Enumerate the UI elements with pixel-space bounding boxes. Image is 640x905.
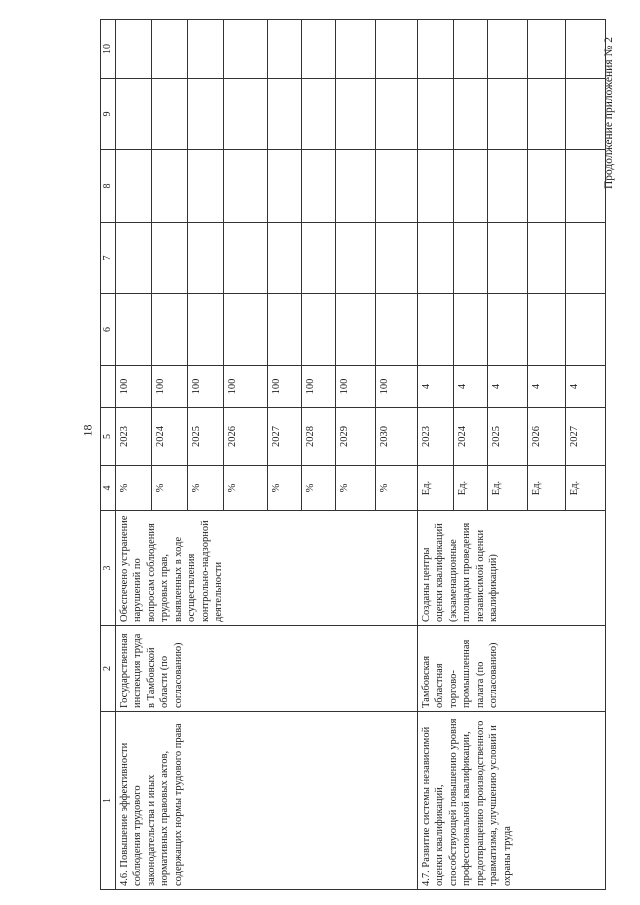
empty-cell bbox=[116, 294, 152, 366]
unit-cell: Ед. bbox=[418, 466, 454, 511]
empty-cell bbox=[188, 223, 224, 294]
unit-cell: % bbox=[336, 466, 376, 511]
unit-cell: % bbox=[152, 466, 188, 511]
empty-cell bbox=[268, 150, 302, 223]
rotated-table-wrapper bbox=[100, 20, 605, 890]
year-cell: 2023 bbox=[116, 408, 152, 466]
empty-cell bbox=[488, 294, 528, 366]
value-cell: 4 bbox=[566, 366, 606, 408]
measure-4-6: 4.6. Повышение эффективности соблюдения трудового законодательства и иных нормативных правовых актов, содержащих нормы трудового права bbox=[116, 712, 418, 890]
year-cell: 2025 bbox=[188, 408, 224, 466]
empty-cell bbox=[454, 294, 488, 366]
executor-4-6: Государственная инспекция труда в Тамбовской области (по согласованию) bbox=[116, 626, 418, 712]
table-row bbox=[116, 20, 152, 890]
empty-cell bbox=[302, 294, 336, 366]
empty-cell bbox=[224, 294, 268, 366]
empty-cell bbox=[418, 294, 454, 366]
empty-cell bbox=[418, 20, 454, 79]
value-cell: 4 bbox=[418, 366, 454, 408]
empty-cell bbox=[188, 20, 224, 79]
empty-cell bbox=[336, 150, 376, 223]
empty-cell bbox=[116, 79, 152, 150]
empty-cell bbox=[528, 79, 566, 150]
empty-cell bbox=[116, 20, 152, 79]
empty-cell bbox=[566, 223, 606, 294]
empty-cell bbox=[224, 20, 268, 79]
value-cell: 4 bbox=[454, 366, 488, 408]
col-3-header: 3 bbox=[101, 511, 116, 626]
empty-cell bbox=[566, 294, 606, 366]
empty-cell bbox=[302, 150, 336, 223]
year-cell: 2026 bbox=[224, 408, 268, 466]
empty-cell bbox=[528, 20, 566, 79]
result-4-6: Обеспечено устранение нарушений по вопросам соблюдения трудовых прав, выявленных в ходе осуществления контрольно-надзорной деятельности bbox=[116, 511, 418, 626]
year-cell: 2027 bbox=[566, 408, 606, 466]
empty-cell bbox=[418, 223, 454, 294]
empty-cell bbox=[188, 294, 224, 366]
year-cell: 2024 bbox=[454, 408, 488, 466]
empty-cell bbox=[336, 20, 376, 79]
unit-cell: % bbox=[376, 466, 418, 511]
empty-cell bbox=[302, 79, 336, 150]
empty-cell bbox=[376, 150, 418, 223]
col-2-header: 2 bbox=[101, 626, 116, 712]
empty-cell bbox=[224, 223, 268, 294]
table-row bbox=[418, 20, 454, 890]
value-cell: 100 bbox=[188, 366, 224, 408]
empty-cell bbox=[454, 223, 488, 294]
value-cell: 100 bbox=[302, 366, 336, 408]
empty-cell bbox=[302, 20, 336, 79]
empty-cell bbox=[376, 20, 418, 79]
value-cell: 100 bbox=[268, 366, 302, 408]
col-8-header: 8 bbox=[101, 150, 116, 223]
measure-4-7: 4.7. Развитие системы независимой оценки квалификаций, способствующей повышению уровня профессиональной квалификации, предотвращению производственного травматизма, улучшению условий и охраны труда bbox=[418, 712, 606, 890]
empty-cell bbox=[188, 150, 224, 223]
unit-cell: % bbox=[188, 466, 224, 511]
empty-cell bbox=[488, 79, 528, 150]
value-cell: 4 bbox=[528, 366, 566, 408]
empty-cell bbox=[268, 294, 302, 366]
empty-cell bbox=[188, 79, 224, 150]
empty-cell bbox=[566, 150, 606, 223]
empty-cell bbox=[376, 294, 418, 366]
value-cell: 100 bbox=[116, 366, 152, 408]
col-1-header: 1 bbox=[101, 712, 116, 890]
empty-cell bbox=[268, 20, 302, 79]
value-cell: 100 bbox=[336, 366, 376, 408]
empty-cell bbox=[152, 294, 188, 366]
unit-cell: Ед. bbox=[488, 466, 528, 511]
empty-cell bbox=[528, 150, 566, 223]
empty-cell bbox=[268, 223, 302, 294]
empty-cell bbox=[336, 294, 376, 366]
empty-cell bbox=[152, 223, 188, 294]
empty-cell bbox=[268, 79, 302, 150]
col-4-header: 4 bbox=[101, 466, 116, 511]
col-5-header: 5 bbox=[101, 408, 116, 466]
unit-cell: % bbox=[268, 466, 302, 511]
empty-cell bbox=[528, 294, 566, 366]
empty-cell bbox=[336, 223, 376, 294]
empty-cell bbox=[418, 79, 454, 150]
year-cell: 2025 bbox=[488, 408, 528, 466]
empty-cell bbox=[566, 20, 606, 79]
executor-4-7: Тамбовская областная торгово-промышленная палата (по согласованию) bbox=[418, 626, 606, 712]
year-cell: 2030 bbox=[376, 408, 418, 466]
col-5b-header bbox=[101, 366, 116, 408]
empty-cell bbox=[488, 150, 528, 223]
empty-cell bbox=[454, 79, 488, 150]
year-cell: 2026 bbox=[528, 408, 566, 466]
value-cell: 100 bbox=[376, 366, 418, 408]
col-9-header: 9 bbox=[101, 79, 116, 150]
empty-cell bbox=[454, 150, 488, 223]
empty-cell bbox=[224, 150, 268, 223]
empty-cell bbox=[418, 150, 454, 223]
empty-cell bbox=[302, 223, 336, 294]
result-4-7: Созданы центры оценки квалификаций (экзаменационные площадки проведения независимой оценки квалификаций) bbox=[418, 511, 606, 626]
unit-cell: % bbox=[302, 466, 336, 511]
year-cell: 2027 bbox=[268, 408, 302, 466]
page-number: 18 bbox=[80, 424, 95, 437]
year-cell: 2023 bbox=[418, 408, 454, 466]
value-cell: 100 bbox=[152, 366, 188, 408]
col-6-header: 6 bbox=[101, 294, 116, 366]
empty-cell bbox=[454, 20, 488, 79]
empty-cell bbox=[116, 223, 152, 294]
empty-cell bbox=[488, 20, 528, 79]
unit-cell: % bbox=[224, 466, 268, 511]
running-head: Продолжение приложения № 2 bbox=[603, 36, 615, 190]
year-cell: 2029 bbox=[336, 408, 376, 466]
empty-cell bbox=[152, 79, 188, 150]
empty-cell bbox=[336, 79, 376, 150]
value-cell: 4 bbox=[488, 366, 528, 408]
empty-cell bbox=[488, 223, 528, 294]
unit-cell: % bbox=[116, 466, 152, 511]
value-cell: 100 bbox=[224, 366, 268, 408]
col-7-header: 7 bbox=[101, 223, 116, 294]
col-10-header: 10 bbox=[101, 20, 116, 79]
unit-cell: Ед. bbox=[454, 466, 488, 511]
unit-cell: Ед. bbox=[566, 466, 606, 511]
empty-cell bbox=[376, 223, 418, 294]
header-row bbox=[101, 20, 116, 890]
year-cell: 2024 bbox=[152, 408, 188, 466]
empty-cell bbox=[376, 79, 418, 150]
empty-cell bbox=[224, 79, 268, 150]
year-cell: 2028 bbox=[302, 408, 336, 466]
empty-cell bbox=[566, 79, 606, 150]
empty-cell bbox=[116, 150, 152, 223]
empty-cell bbox=[152, 150, 188, 223]
unit-cell: Ед. bbox=[528, 466, 566, 511]
measures-table bbox=[100, 19, 606, 890]
empty-cell bbox=[152, 20, 188, 79]
empty-cell bbox=[528, 223, 566, 294]
